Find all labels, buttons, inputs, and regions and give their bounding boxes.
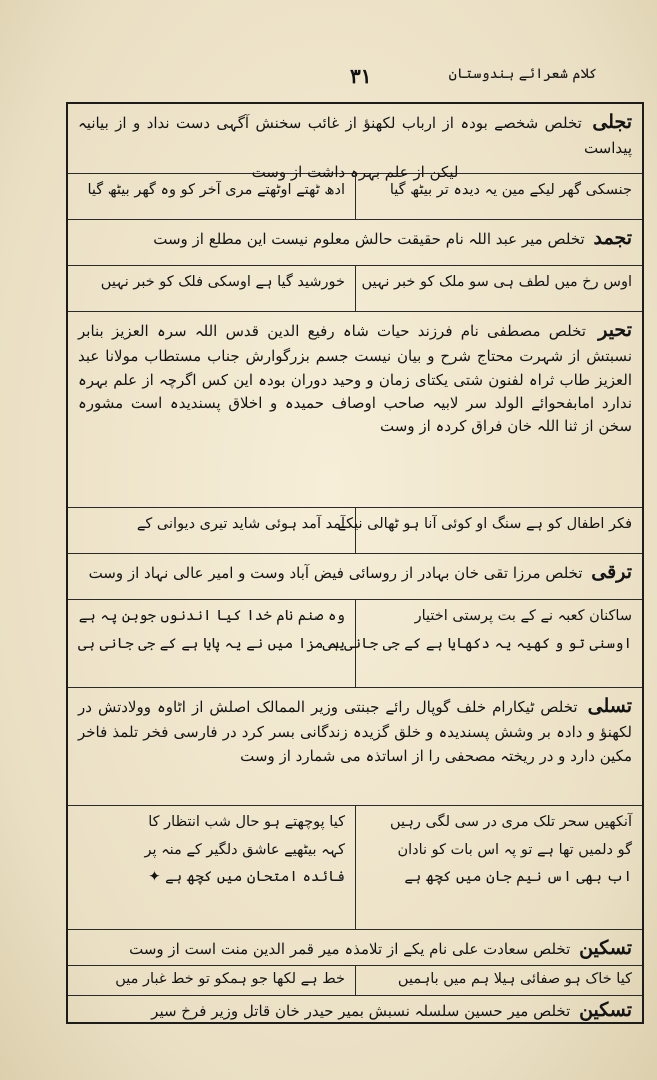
verse-line: کیا پوچھتے ہو حال شب انتظار کا	[148, 814, 345, 830]
entry-taskin	[68, 930, 642, 966]
entry-text: تخلص ٹیکارام خلف گوپال رائے جبنتی وزیر الممالک اصلش از اٹاوہ وولادتش در لکھنؤ و دادہ بر وشش پسندیدہ و خلق گزیدہ زندگانی بسر کرد در فارسی فخر تلمذ فاخر مکین دارد و در ریختہ مصحفی را از اساتذہ می شمارد از وست	[78, 698, 632, 765]
entry-tajalli	[68, 104, 642, 181]
page-number: ۳۱	[350, 64, 372, 88]
poet-name: تجمد	[593, 227, 632, 249]
verse-line: اوسنی تو و کھیہ یہ دکھایا ہے کے جی جانی ہی	[322, 635, 632, 652]
couplet-first-hemistich	[322, 600, 642, 687]
entry-text: تخلص مصطفی نام فرزند حیات شاہ رفیع الدین قدس اللہ سرہ العزیز بنابر نسبتش از شہرت محتاج شرح و بیان نیست جسم بزرگوارش جناب مستطاب مولانا عبد العزیز طاب ثراہ لفنون شتی یکتای زمان و وحید دوران بودہ این کس اگرچہ از علم بہرہ ندارد امابفحوائے الولد سر لابیہ صاحب اوصاف حمیدہ و اخلاق پسندیدہ است مشورہ سخن از ثنا اللہ خان فراق کردہ از وست	[78, 322, 632, 436]
verse-line: یہ مزا میں نے یہ پایا ہے کے جی جانی ہی	[78, 635, 345, 652]
verse-line: ساکنان کعبہ نے کے بت پرستی اختیار	[414, 608, 632, 624]
entry-taraqqi	[68, 554, 642, 600]
entry-text: تخلص میر عبد اللہ نام حقیقت حالش معلوم نیست این مطلع از وست	[153, 230, 585, 248]
verse-line: فائدہ امتحان میں کچھ ہے ✦	[148, 869, 345, 886]
couplet-second-hemistich	[68, 266, 355, 311]
verse-line: اوس رخ میں لطف ہی سو ملک کو خبر نہیں	[361, 274, 632, 290]
verse-line: کوئی آنا ہو ٹھالی نیکے	[337, 516, 472, 532]
poet-name: تسکین	[579, 937, 632, 959]
couplet-row	[68, 806, 642, 930]
poet-name: تسلی	[587, 695, 632, 717]
couplet-second-hemistich	[68, 966, 355, 995]
verse-line: خورشید گیا ہے اوسکی فلک کو خبر نہیں	[100, 274, 345, 290]
couplet-second-hemistich	[68, 806, 355, 929]
verse-line: ادھ ٹھتے اوٹھتے مری آخر کو وہ گھر بیٹھ گیا	[87, 182, 345, 198]
verse-line: اب بھی اس نیم جان میں کچھ ہے	[404, 869, 632, 886]
entry-text-tail: لیکن از علم بہرہ داشت از وست	[251, 162, 459, 181]
entry-text: تخلص میر حسین سلسلہ نسبش بمیر حیدر خان قاتل وزیر فرخ سیر	[151, 1002, 571, 1020]
poet-name: تحیر	[598, 319, 632, 341]
page-header	[40, 60, 617, 100]
couplet-first-hemistich	[355, 174, 642, 219]
verse-line-prefix: فکر اطفال کو ہے سنگ او	[476, 516, 632, 532]
verse-line: وہ صنم نام خدا کیا اندنوں جوبن پہ ہے	[78, 608, 345, 624]
couplet-second-hemistich	[68, 508, 355, 553]
couplet-row	[68, 508, 642, 554]
verse-line: آمد آمد ہوئی شاید تیری دیوانی کے	[136, 516, 345, 532]
verse-line: کیا خاک ہو صفائی ہیلا ہم میں باہمیں	[397, 971, 632, 987]
poet-name: تسکین	[579, 999, 632, 1021]
verse-line: گو دلمیں تھا ہے تو پہ اس بات کو نادان	[397, 841, 632, 858]
verse-line: کہہ بیٹھیے عاشق دلگیر کے منہ پر	[144, 841, 345, 858]
text-frame	[66, 102, 644, 1024]
couplet-row	[68, 266, 642, 312]
entry-taskin-second	[68, 996, 642, 1024]
entry-tahayyur	[68, 312, 642, 508]
poet-name: ترقی	[591, 561, 632, 583]
running-head: کلام شعرائے ہندوستان	[448, 66, 597, 82]
couplet-second-hemistich	[68, 174, 355, 219]
couplet-row	[68, 600, 642, 688]
couplet-first-hemistich	[355, 806, 642, 929]
couplet-first-hemistich	[355, 266, 642, 311]
entry-text: تخلص مرزا تقی خان بہادر از روسائی فیض آباد وست و امیر عالی نہاد از وست	[88, 564, 583, 582]
couplet-row	[68, 174, 642, 220]
entry-text: تخلص سعادت علی نام یکے از تلامذہ میر قمر الدین منت است از وست	[129, 940, 571, 958]
verse-line: آنکھیں سحر تلک مری در سی لگی رہیں	[390, 814, 632, 830]
entry-tajammud	[68, 220, 642, 266]
verse-line: خط ہے لکھا جو ہمکو تو خط غبار میں	[115, 971, 345, 987]
poet-name: تجلی	[592, 111, 632, 133]
couplet-row	[68, 966, 642, 996]
couplet-second-hemistich	[68, 600, 355, 687]
entry-text: تخلص شخصے بودہ از ارباب لکھنؤ از غائب سخنش آگہی دست نداد و از بیانیہ پیداست	[78, 114, 632, 158]
verse-line: جنسکی گھر لیکے مین یہ دیدہ تر بیٹھ گیا	[389, 182, 632, 198]
couplet-first-hemistich	[337, 508, 642, 553]
entry-tasalli	[68, 688, 642, 806]
couplet-first-hemistich	[355, 966, 642, 995]
